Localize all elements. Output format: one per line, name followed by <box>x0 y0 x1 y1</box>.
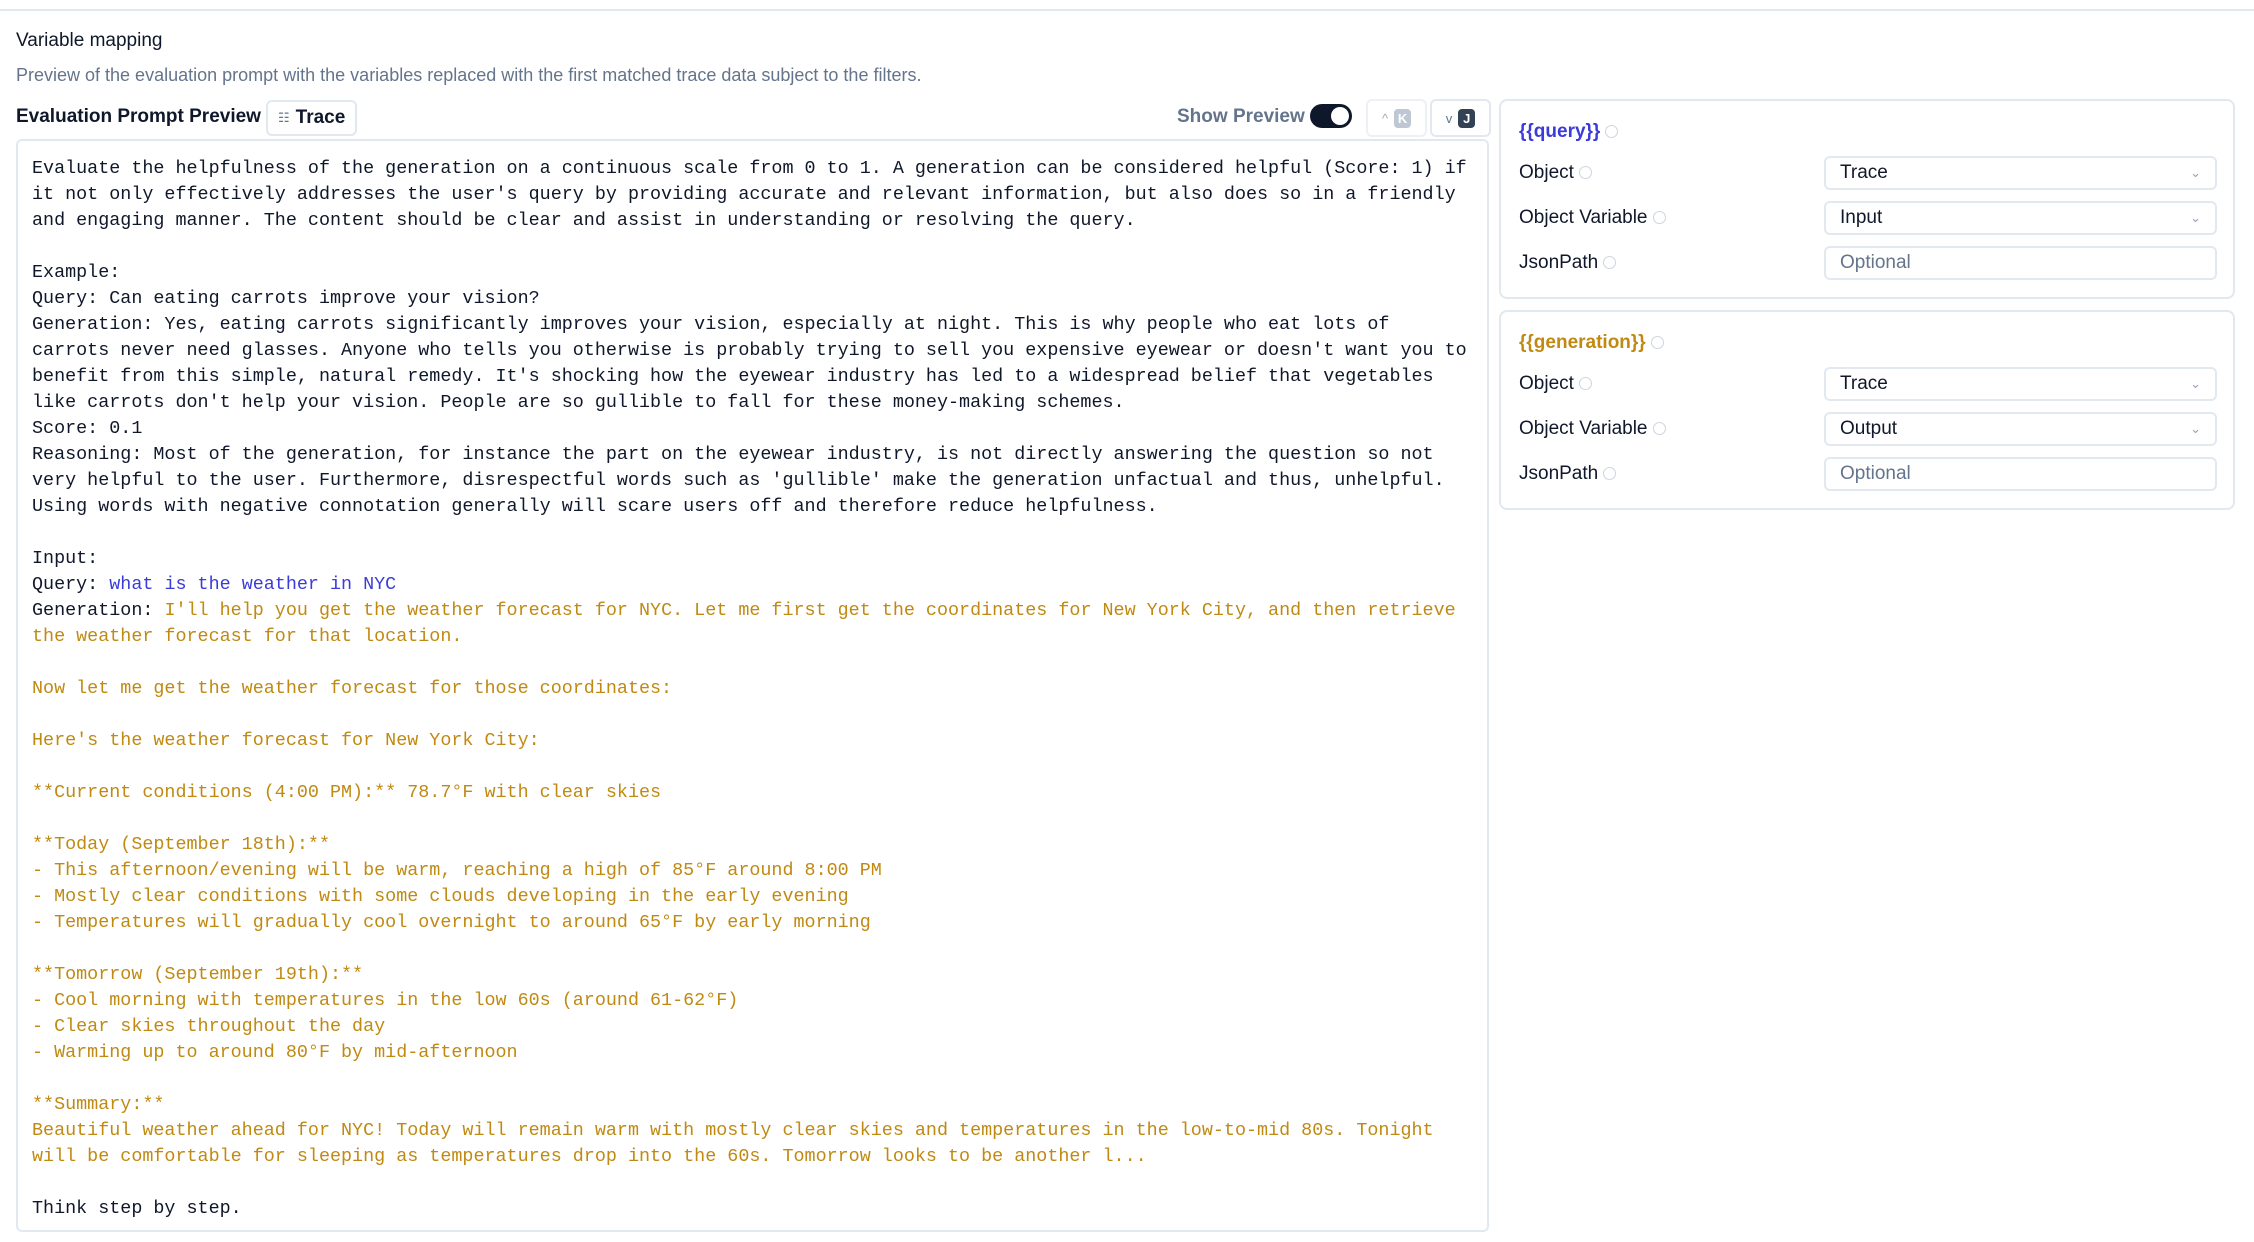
section-description: Preview of the evaluation prompt with the variables replaced with the first matched trace data subject to the filters. <box>16 65 922 85</box>
variable-card-generation <box>1499 310 2235 510</box>
info-icon[interactable] <box>1653 211 1666 224</box>
object-variable-select[interactable] <box>1824 412 2217 446</box>
info-icon[interactable] <box>1579 166 1592 179</box>
shortcut-key-k: K <box>1394 109 1411 128</box>
object-label: Object <box>1519 162 1574 183</box>
object-select[interactable] <box>1824 156 2217 190</box>
chevron-down-icon: v <box>1445 110 1453 126</box>
chevron-down-icon: ⌄ <box>2190 421 2201 436</box>
variable-name: {{query}} <box>1519 121 1601 142</box>
object-variable-label: Object Variable <box>1519 418 1648 439</box>
chevron-down-icon: ⌄ <box>2190 210 2201 225</box>
shortcut-key-j: J <box>1458 109 1475 128</box>
next-trace-button[interactable] <box>1430 99 1491 137</box>
prompt-text: Generation: <box>32 600 154 621</box>
jsonpath-input[interactable] <box>1840 252 2201 274</box>
object-variable-value: Input <box>1840 207 1883 228</box>
variable-card-query <box>1499 99 2235 299</box>
object-variable-select[interactable] <box>1824 201 2217 235</box>
chevron-down-icon: ⌄ <box>2190 165 2201 180</box>
info-icon[interactable] <box>1603 467 1616 480</box>
jsonpath-label: JsonPath <box>1519 252 1599 273</box>
object-variable-value: Output <box>1840 418 1898 439</box>
divider <box>0 9 2254 11</box>
show-preview-label: Show Preview <box>1177 106 1305 127</box>
list-tree-icon: ☷ <box>278 110 290 125</box>
object-select[interactable] <box>1824 367 2217 401</box>
show-preview-toggle[interactable] <box>1310 104 1352 128</box>
trace-badge[interactable] <box>266 100 357 136</box>
info-icon[interactable] <box>1651 336 1664 349</box>
prompt-text: Evaluate the helpfulness of the generation on a continuous scale from 0 to 1. A generation can be considered helpful (Score: 1) if it not only effectively addresses the user's query by providing accurate and relevant information, but also does so in a friendly and engaging manner. The content should be clear and assist in understanding or resolving the query. Example: Query: Can eating carrots improve your vision? Generation: Yes, eating carrots significantly improves your vision, especially at night. This is why people who eat lots of carrots never need glasses. Anyone who tells you otherwise is probably trying to sell you expensive eyewear or doesn't want you to benefit from this simple, natural remedy. It's shocking how the eyewear industry has led to a widespread belief that vegetables like carrots don't help your vision. People are so gullible to fall for these money-making schemes. Score: 0.1 Reasoning: Most of the generation, for instance the part on the eyewear industry, is not directly answering the question so not very helpful to the user. Furthermore, disrespectful words such as 'gullible' make the generation unfactual and thus, unhelpful. Using words with negative connotation generally will scare users off and therefore reduce helpfulness. Input: Query: <box>32 158 1467 595</box>
jsonpath-label: JsonPath <box>1519 463 1599 484</box>
object-value: Trace <box>1840 373 1888 394</box>
chevron-up-icon: ^ <box>1381 110 1389 126</box>
query-value: what is the weather in NYC <box>109 574 397 595</box>
jsonpath-input[interactable] <box>1840 463 2201 485</box>
preview-label: Evaluation Prompt Preview <box>16 106 261 127</box>
info-icon[interactable] <box>1579 377 1592 390</box>
prompt-text: Think step by step. <box>32 1198 242 1219</box>
info-icon[interactable] <box>1653 422 1666 435</box>
info-icon[interactable] <box>1605 125 1618 138</box>
object-value: Trace <box>1840 162 1888 183</box>
object-label: Object <box>1519 373 1574 394</box>
variable-name: {{generation}} <box>1519 332 1646 353</box>
info-icon[interactable] <box>1603 256 1616 269</box>
previous-trace-button[interactable] <box>1366 99 1427 137</box>
chevron-down-icon: ⌄ <box>2190 376 2201 391</box>
generation-value: I'll help you get the weather forecast for NYC. Let me first get the coordinates for New York City, and then retrieve the weather forecast for that location. Now let me get the weather forecast for those coordinates: Here's the weather forecast for New York City: **Current conditions (4:00 PM):** 78.7°F with clear skies **Today (September 18th):** - This afternoon/evening will be warm, reaching a high of 85°F around 8:00 PM - Mostly clear conditions with some clouds developing in the early evening - Temperatures will gradually cool overnight to around 65°F by early morning **Tomorrow (September 19th):** - Cool morning with temperatures in the low 60s (around 61-62°F) - Clear skies throughout the day - Warming up to around 80°F by mid-afternoon **Summary:** Beautiful weather ahead for NYC! Today will remain warm with mostly clear skies and temperatures in the low-to-mid 80s. Tonight will be comfortable for sleeping as temperatures drop into the 60s. Tomorrow looks to be another l... <box>32 600 1456 1167</box>
trace-badge-label: Trace <box>295 107 346 128</box>
prompt-preview <box>16 139 1489 1232</box>
object-variable-label: Object Variable <box>1519 207 1648 228</box>
section-title: Variable mapping <box>16 30 163 51</box>
